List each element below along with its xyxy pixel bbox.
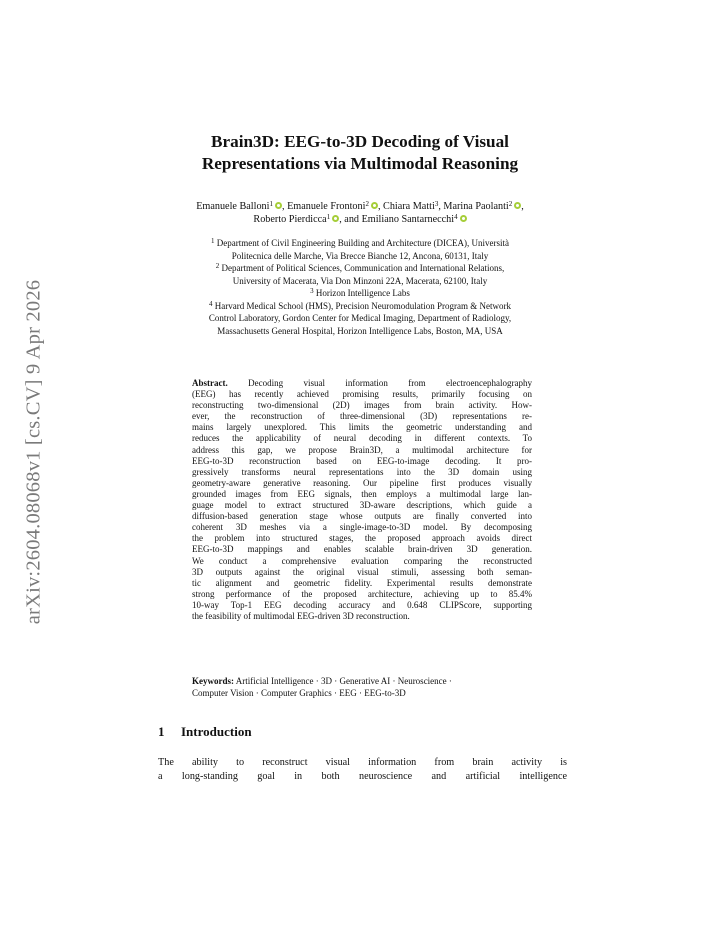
affiliation-text: Harvard Medical School (HMS), Precision Neuromodulation Program & Network — [214, 300, 511, 311]
author-name: Emanuele Balloni — [196, 201, 270, 212]
section-number: 1 — [158, 724, 165, 739]
affiliation-line — [120, 262, 600, 275]
abstract-line: tic alignment and geometric fidelity. Experimental results demonstrate — [192, 577, 532, 588]
affiliation-text: Horizon Intelligence Labs — [315, 288, 410, 298]
section-title: Introduction — [181, 724, 252, 739]
affiliation-sup: 1 — [211, 237, 215, 245]
author-affil-sup: 2 — [508, 200, 513, 208]
body-line: a long-standing goal in both neuroscience and artificial intelligence — [158, 770, 567, 782]
affiliation-line — [120, 237, 600, 250]
abstract-line: diffusion-based generation stage whose outputs are finally converted into — [192, 511, 532, 522]
abstract-line: ever, the reconstruction of three-dimensional (3D) representations re- — [192, 411, 532, 422]
orcid-icon[interactable] — [371, 202, 378, 209]
abstract-line: EEG-to-3D mappings and enables scalable brain-driven 3D generation. — [192, 544, 532, 555]
keywords-text: Artificial Intelligence · 3D · Generative AI · Neuroscience · — [235, 676, 452, 686]
keywords-line: Computer Vision · Computer Graphics · EEG · EEG-to-3D — [192, 687, 406, 698]
author-line-1: Emanuele Balloni$^1$ , Emanuele Frontoni$^2$ , Chiara Matti$^3$, Marina Paolanti$^2$ , — [196, 200, 524, 212]
section-heading — [158, 724, 252, 740]
affiliation-sup: 4 — [209, 299, 213, 308]
arxiv-identifier — [12, 262, 56, 642]
body-line: The ability to reconstruct visual information from brain activity is — [158, 757, 567, 768]
affiliation-line: Massachusetts General Hospital, Horizon Intelligence Labs, Boston, MA, USA — [217, 325, 503, 336]
keywords-line — [192, 676, 532, 688]
author-affil-sup: 1 — [269, 200, 273, 208]
affiliation-sup: 2 — [215, 262, 220, 270]
author-name: Chiara Matti — [383, 201, 435, 212]
author-line-2: Roberto Pierdicca$^1$ , and Emiliano Santarnecchi$^4$ — [100, 213, 620, 226]
affiliation-line: Politecnica delle Marche, Via Brecce Bianche 12, Ancona, 60131, Italy — [231, 250, 489, 261]
abstract-label: Abstract. — [192, 378, 228, 388]
abstract-line: (EEG) has recently achieved promising results, primarily focusing on — [192, 389, 532, 400]
orcid-icon[interactable] — [514, 202, 521, 209]
abstract-line: We conduct a comprehensive evaluation comparing the reconstructed — [192, 555, 532, 566]
author-conjunction: and — [344, 214, 360, 225]
orcid-icon[interactable] — [332, 215, 339, 222]
abstract — [192, 378, 532, 622]
arxiv-id-text: arXiv:2604.08068v1 [cs.CV] 9 Apr 2026 — [22, 279, 45, 625]
author-name: Marina Paolanti — [443, 201, 509, 212]
author-name: Emanuele Frontoni — [287, 201, 366, 212]
abstract-line: reduces the applicability of neural decoding in different contexts. To — [192, 433, 532, 444]
abstract-line: address this gap, we propose Brain3D, a multimodal architecture for — [192, 444, 532, 455]
author-affil-sup: 1 — [326, 213, 331, 221]
keywords-label: Keywords: — [192, 676, 234, 686]
author-affil-sup: 4 — [454, 213, 458, 221]
abstract-line: gressively transforms neural representations into the 3D domain using — [192, 466, 532, 477]
paper-title — [120, 131, 600, 175]
author-affil-sup: 2 — [365, 200, 369, 208]
abstract-line: coherent 3D meshes via a single-image-to-3D model. By decomposing — [192, 522, 532, 533]
author-list — [100, 200, 620, 226]
abstract-line: the feasibility of multimodal EEG-driven 3D reconstruction. — [192, 610, 410, 621]
title-line-1: Brain3D: EEG-to-3D Decoding of Visual — [211, 132, 509, 151]
orcid-icon[interactable] — [460, 215, 467, 222]
abstract-line: guage model to extract structured 3D-aware descriptions, which guide a — [192, 500, 532, 511]
author-name: Emiliano Santarnecchi — [361, 214, 455, 225]
affiliation-line: University of Macerata, Via Don Minzoni 22A, Macerata, 62100, Italy — [232, 275, 488, 286]
abstract-line — [192, 378, 532, 389]
affiliation-text: Department of Civil Engineering Building and Architecture (DICEA), Università — [216, 238, 509, 248]
abstract-line: EEG-to-3D reconstruction based on EEG-to-image decoding. It pro- — [192, 455, 532, 466]
orcid-icon[interactable] — [275, 202, 282, 209]
abstract-line: 10-way Top-1 EEG decoding accuracy and 0.648 CLIPScore, supporting — [192, 599, 532, 610]
abstract-text: Decoding visual information from electroencephalography — [248, 378, 533, 388]
keywords — [192, 676, 532, 699]
affiliation-line — [120, 287, 600, 300]
affiliations — [120, 237, 600, 337]
abstract-line: geometry-aware generative reasoning. Our pipeline first produces visually — [192, 477, 532, 488]
abstract-line: 3D outputs against the original visual stimuli, assessing both seman- — [192, 566, 532, 577]
abstract-line: strong performance of the proposed architecture, achieving up to 85.4% — [192, 588, 532, 599]
affiliation-text: Department of Political Sciences, Communication and International Relations, — [221, 263, 505, 273]
author-affil-sup: 3 — [434, 200, 439, 208]
body-paragraph — [158, 756, 567, 783]
title-line-2: Representations via Multimodal Reasoning — [201, 154, 519, 173]
affiliation-line — [120, 300, 600, 313]
author-name: Roberto Pierdicca — [253, 214, 327, 225]
abstract-line: reconstructing two-dimensional (2D) images from brain activity. How- — [192, 400, 532, 411]
affiliation-line: Control Laboratory, Gordon Center for Medical Imaging, Department of Radiology, — [208, 313, 512, 323]
affiliation-sup: 3 — [310, 287, 314, 295]
abstract-line: the problem into structured stages, the proposed approach avoids direct — [192, 533, 532, 544]
abstract-line: grounded images from EEG signals, then employs a multimodal large lan- — [192, 488, 532, 499]
abstract-line: mains largely unexplored. This limits the geometric understanding and — [192, 422, 532, 433]
